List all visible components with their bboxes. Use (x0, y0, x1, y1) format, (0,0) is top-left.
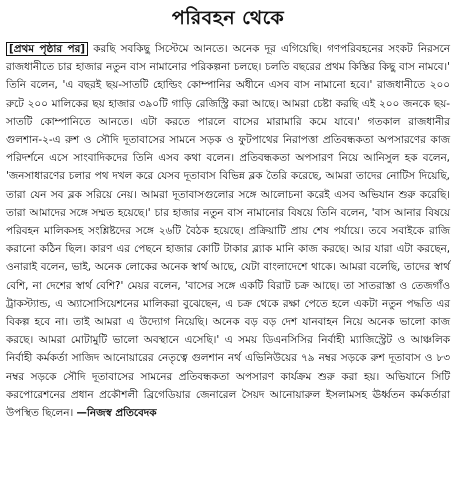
article-headline: পরিবহন থেকে (171, 7, 285, 29)
article-byline: —নিজস্ব প্রতিবেদক (76, 407, 157, 420)
article-text: করছি সবকিছু সিস্টেমে আনতে। অনেক দূর এগিয়েছি। গণপরিবহনের সংকট নিরসনে রাজধানীতে চার হাজার নতুন বাস নামানোর পরিকল্পনা চলছে। চলতি বছরের প্রথম কিস্তির কিছু বাস নামবে।' তিনি বলেন, 'এ বছরই ছয়-সাতটি হোল্ডিং কোম্পানির অধীনে এসব বাস নামানো হবে।' রাজধানীতে ২০০ রুটে ২০০ মালিকের ছয় হাজার ৩৯০টি গাড়ি রেজিস্ট্রি করা আছে। আমরা চেষ্টা করছি এই ২০০ জনকে ছয়-সাতটি কোম্পানিতে আনতে। এটা করতে পারলে বাসের মারামারি কমে যাবে।' গতকাল রাজধানীর গুলশান-২-এ রুশ ও সৌদি দূতাবাসের সামনে সড়ক ও ফুটপাথের নিরাপত্তা প্রতিবন্ধকতা অপসারণের কাজ পরিদর্শনে এসে সাংবাদিকদের তিনি এসব কথা বলেন। প্রতিবন্ধকতা অপসারণ নিয়ে আনিসুল হক বলেন, 'জনসাধারণের চলার পথ দখল করে যেসব দূতাবাস বিভিন্ন ব্লক তৈরি করেছে, আমরা তাদের নোটিস দিয়েছি, তারা যেন সব ব্লক সরিয়ে নেয়। আমরা দূতাবাসগুলোর সঙ্গে আলোচনা করেই এসব অভিযান শুরু করেছি। তারা আমাদের সঙ্গে সম্মত হয়েছে।' চার হাজার নতুন বাস নামানোর বিষয়ে তিনি বলেন, 'বাস আনার বিষয়ে পরিবহন মালিকসহ সংশ্লিষ্টদের সঙ্গে ২৬টি বৈঠক হয়েছে। প্রক্রিয়াটি প্রায় শেষ পর্যায়ে। তবে সবাইকে রাজি করানো কঠিন ছিল। কারণ এর পেছনে হাজার কোটি টাকার ব্ল্যাক মানি কাজ করছে। আর যারা এটা করছেন, ওনারাই বলেন, ভাই, অনেক লোকের অনেক স্বার্থ আছে, যেটা বাংলাদেশে থাকে। আমরা বলেছি, তাদের স্বার্থ বেশি, না দেশের স্বার্থ বেশি?' মেয়র বলেন, 'বাসের সঙ্গে একটি বিরাট চক্র আছে। তা সাতরাস্তা ও তেজগাঁও ট্রাকস্ট্যান্ড, এ অ্যাসোসিয়েশনের মালিকরা বুঝেছেন, এ চক্র থেকে রক্ষা পেতে হলে একটা নতুন পদ্ধতি এর বিকল্প হবে না। তাই আমরা এ উদ্যোগ নিয়েছি। অনেক বড় বড় দেশ যানবাহন নিয়ে অনেক ভালো কাজ করছে। আমরা মোটামুটি ভালো অবস্থানে এসেছি।' এ সময় ডিএনসিসির নির্বাহী ম্যাজিস্ট্রেট ও আঞ্চলিক নির্বাহী কর্মকর্তা সাজিদ আনোয়ারের নেতৃত্বে গুলশান নর্থ এভিনিউয়ের ৭৯ নম্বর সড়কে রুশ দূতাবাস ও ৮৩ নম্বর সড়কে সৌদি দূতাবাসের সামনের প্রতিবন্ধকতা অপসারণ কার্যক্রম শুরু করা হয়। অভিযানে সিটি করপোরেশনের প্রধান প্রকৌশলী ব্রিগেডিয়ার জেনারেল সৈয়দ আনোয়ারুল ইসলামসহ ঊর্ধ্বতন কর্মকর্তারা উপস্থিত ছিলেন। (6, 43, 451, 420)
article-body (6, 40, 450, 422)
continuation-marker: [প্রথম পৃষ্ঠার পর] (6, 42, 88, 56)
